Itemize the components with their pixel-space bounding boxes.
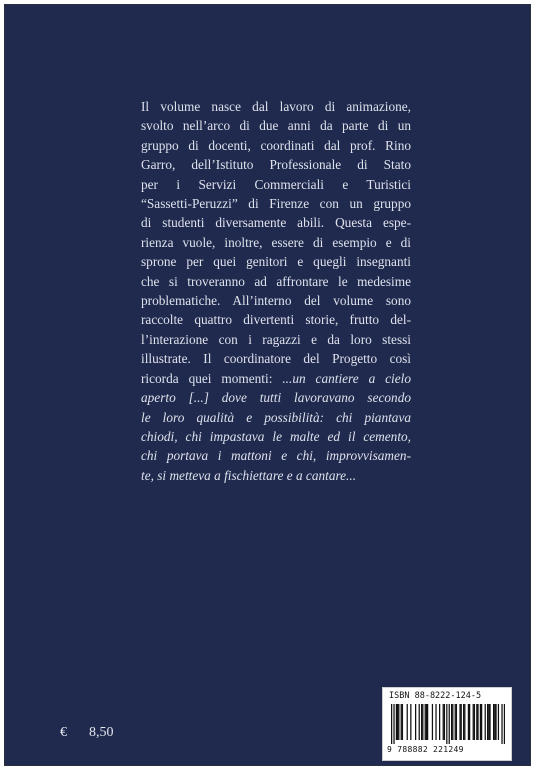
barcode-icon xyxy=(391,704,505,744)
blurb-line: Garro, dell’Istituto Professionale di Stato xyxy=(141,157,411,173)
barcode-bar xyxy=(463,704,464,740)
back-cover xyxy=(4,4,531,766)
barcode-bar xyxy=(426,704,427,740)
barcode-bar xyxy=(494,704,495,740)
barcode-bar xyxy=(393,704,394,744)
barcode-bar xyxy=(485,704,486,740)
blurb-quote-line: chi portava i mattoni e chi, improvvisamen- xyxy=(141,448,411,464)
barcode-bar xyxy=(444,704,445,740)
barcode-bar xyxy=(469,704,470,740)
barcode-bar xyxy=(487,704,488,740)
barcode-bar xyxy=(421,704,422,740)
price-amount: 8,50 xyxy=(89,725,114,740)
price-tag xyxy=(60,725,114,741)
blurb-line: “Sassetti-Peruzzi” di Firenze con un gruppo xyxy=(141,196,411,212)
barcode-bar xyxy=(474,704,475,740)
barcode-bar xyxy=(452,704,453,740)
blurb-line: sprone per quei genitori e quegli insegnanti xyxy=(141,254,411,270)
barcode-bar xyxy=(489,704,490,740)
barcode-bar xyxy=(455,704,456,740)
blurb-quote-line: chiodi, chi impastava le malte ed il cemento, xyxy=(141,428,411,444)
barcode-bar xyxy=(443,704,444,740)
barcode-bar xyxy=(464,704,465,740)
barcode-bar xyxy=(419,704,420,740)
barcode-bar xyxy=(410,704,411,740)
barcode-bar xyxy=(498,704,499,740)
barcode-bar xyxy=(488,704,489,740)
barcode-bar xyxy=(407,704,408,740)
barcode-bar xyxy=(504,704,505,744)
blurb-line: gruppo di docenti, coordinati dal prof. Rino xyxy=(141,137,411,153)
euro-symbol: € xyxy=(60,725,67,740)
barcode-bar xyxy=(427,704,428,740)
barcode-bar xyxy=(493,704,494,740)
barcode-bar xyxy=(432,704,433,740)
barcode-bar xyxy=(397,704,398,740)
barcode-bar xyxy=(477,704,478,740)
isbn-number: ISBN 88-8222-124-5 xyxy=(389,691,482,701)
barcode-bar xyxy=(439,704,440,740)
blurb-line: svolto nell’arco di due anni da parte di un xyxy=(141,118,411,134)
blurb-quote-line: aperto [...] dove tutti lavoravano secondo xyxy=(141,390,411,406)
blurb-line-mixed xyxy=(141,369,411,388)
barcode-bar xyxy=(391,704,392,744)
blurb-line: raccolte quattro divertenti storie, frutto del- xyxy=(141,312,411,328)
blurb-line: per i Servizi Commerciali e Turistici xyxy=(141,176,411,192)
barcode-bar xyxy=(459,704,460,740)
blurb-line: Il volume nasce dal lavoro di animazione, xyxy=(141,99,411,114)
barcode-bar xyxy=(495,704,496,740)
blurb-line: l’interazione con i ragazzi e da loro stessi xyxy=(141,331,411,347)
blurb-quote-start: ...un cantiere a cielo xyxy=(282,370,411,386)
blurb-line: illustrate. Il coordinatore del Progetto così xyxy=(141,351,411,367)
blurb-quote-line: te, si metteva a fischiettare e a cantare... xyxy=(141,467,357,483)
barcode-bar xyxy=(481,704,482,740)
barcode-bar xyxy=(402,704,403,740)
blurb-text xyxy=(141,97,411,485)
barcode-bar xyxy=(451,704,452,740)
barcode-bar xyxy=(476,704,477,740)
barcode-label xyxy=(382,687,512,761)
barcode-bar xyxy=(468,704,469,740)
blurb-line: problematiche. All’interno del volume sono xyxy=(141,293,411,309)
barcode-bar xyxy=(401,704,402,740)
blurb-line: rienza vuole, inoltre, essere di esempio e di xyxy=(141,234,411,250)
blurb-line: di studenti diversamente abili. Questa espe- xyxy=(141,215,411,231)
barcode-digits: 9 788882 221249 xyxy=(387,745,464,754)
barcode-bar xyxy=(501,704,502,744)
barcode-bar xyxy=(396,704,397,740)
barcode-bar xyxy=(415,704,416,740)
barcode-bar xyxy=(435,704,436,740)
blurb-roman-part: ricorda quei momenti: xyxy=(141,370,283,386)
barcode-bar xyxy=(398,704,399,740)
barcode-bar xyxy=(473,704,474,740)
barcode-bar xyxy=(480,704,481,740)
barcode-bar xyxy=(425,704,426,740)
barcode-bar xyxy=(461,704,462,740)
barcode-bar xyxy=(449,704,450,744)
blurb-line: che si troveranno ad affrontare le medesime xyxy=(141,273,411,289)
blurb-quote-line: le loro qualità e possibilità: chi piantava xyxy=(141,409,411,425)
barcode-bar xyxy=(446,704,447,744)
barcode-bar xyxy=(422,704,423,740)
barcode-bar xyxy=(456,704,457,740)
